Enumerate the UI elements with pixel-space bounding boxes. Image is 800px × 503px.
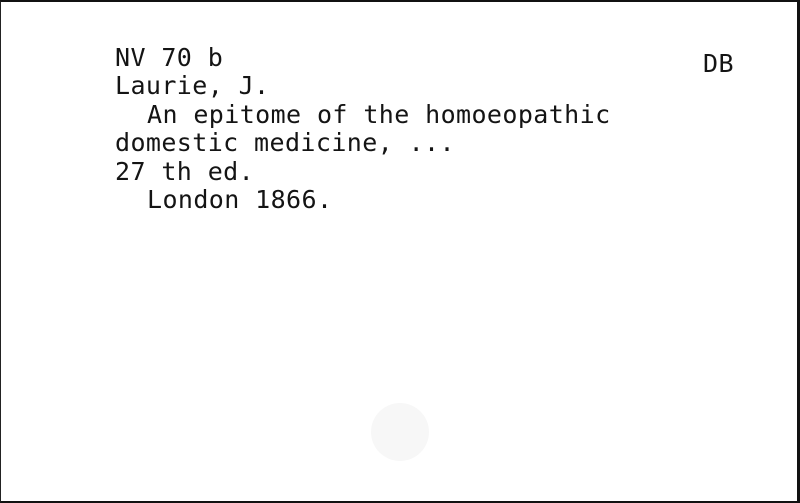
edition: 27 th ed.: [115, 157, 255, 186]
punch-hole: [371, 403, 429, 461]
call-number: NV 70 b: [115, 43, 224, 72]
title-line-1: An epitome of the homoeopathic: [147, 100, 611, 129]
imprint: London 1866.: [147, 185, 333, 214]
title-line-2: domestic medicine, ...: [115, 128, 455, 157]
card-edge-notch: [795, 100, 797, 130]
location-code: DB: [703, 49, 734, 78]
author: Laurie, J.: [115, 71, 270, 100]
